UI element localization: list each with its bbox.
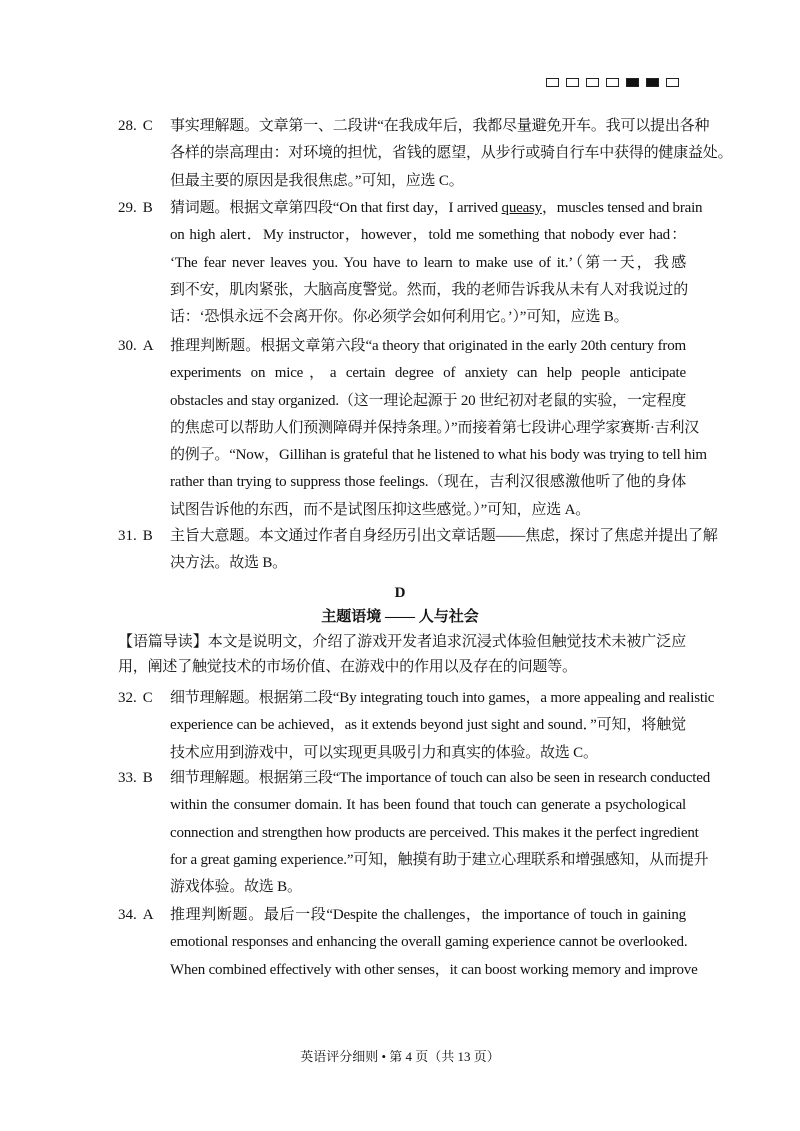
explanation-line: on high alert．My instructor，however，told me something that nobody ever had：	[170, 227, 686, 244]
question-number: 34.	[118, 907, 137, 923]
explanation-line: rather than trying to suppress those feelings.（现在，吉利汉很感激他听了他的身体	[170, 474, 686, 491]
explanation-line: 技术应用到游戏中，可以实现更具吸引力和真实的体验。故选 C。	[170, 744, 598, 761]
explanation-line: 试图告诉他的东西，而不是试图压抑这些感觉。）”可知，应选 A。	[170, 501, 591, 518]
question-header	[118, 688, 153, 708]
explanation-line: for a great gaming experience.”可知，触摸有助于建立心理联系和增强感知，从而提升	[170, 851, 709, 868]
answer-item	[118, 768, 711, 904]
page-mark-box	[546, 78, 559, 87]
answer-item	[118, 198, 703, 334]
question-header	[118, 336, 154, 356]
reading-guide	[118, 632, 686, 682]
answer-letter: C	[142, 690, 153, 706]
explanation-line: 各样的崇高理由：对环境的担忧，省钱的愿望，从步行或骑自行车中获得的健康益处。	[170, 145, 733, 162]
explanation-line: connection and strengthen how products are perceived. This makes it the perfect ingredient	[170, 824, 699, 841]
explanation-line: 细节理解题。根据第二段“By integrating touch into games，a more appealing and realistic	[170, 690, 715, 706]
question-number: 29.	[118, 200, 137, 216]
explanation-line: ‘The fear never leaves you. You have to learn to make use of it.’（第一天，我感	[170, 254, 686, 271]
explanation-line: 事实理解题。文章第一、二段讲“在我成年后，我都尽量避免开车。我可以提出各种	[170, 118, 710, 134]
answer-letter: B	[142, 200, 153, 216]
explanation-line: 主旨大意题。本文通过作者自身经历引出文章话题——焦虑，探讨了焦虑并提出了解	[170, 528, 718, 544]
explanation-line: emotional responses and enhancing the overall gaming experience cannot be overlooked.	[170, 934, 688, 951]
explanation-line: obstacles and stay organized.（这一理论起源于 20 世纪初对老鼠的实验，一定程度	[170, 392, 687, 409]
explanation-line: 推理判断题。最后一段“Despite the challenges，the importance of touch in gaining	[170, 907, 686, 923]
page-footer: 英语评分细则 • 第 4 页（共 13 页）	[300, 1049, 500, 1064]
section-letter: D	[394, 585, 406, 601]
explanation-line: 游戏体验。故选 B。	[170, 879, 302, 896]
explanation-line: within the consumer domain. It has been found that touch can generate a psychological	[170, 797, 686, 814]
question-number: 33.	[118, 770, 137, 786]
question-header	[118, 116, 153, 136]
explanation-line: experience can be achieved，as it extends beyond just sight and sound．”可知，将触觉	[170, 717, 686, 734]
explanation-line: 决方法。故选 B。	[170, 555, 287, 572]
page-mark-box	[646, 78, 659, 87]
page-mark-box	[606, 78, 619, 87]
explanation-line: experiments on mice，a certain degree of anxiety can help people anticipate	[170, 365, 686, 382]
explanation-line: 的例子。“Now，Gillihan is grateful that he listened to what his body was trying to tell him	[170, 447, 707, 464]
answer-letter: B	[142, 528, 153, 544]
explanation-line: 推理判断题。根据文章第六段“a theory that originated in the early 20th century from	[170, 338, 686, 354]
question-number: 30.	[118, 338, 137, 354]
answer-letter: C	[142, 118, 153, 134]
section-theme: 主题语境 —— 人与社会	[321, 609, 479, 625]
question-header	[118, 768, 153, 788]
explanation-line: 话：‘恐惧永远不会离开你。你必须学会如何利用它。’）”可知，应选 B。	[170, 309, 629, 326]
explanation-line: 但最主要的原因是我很焦虑。”可知，应选 C。	[170, 172, 464, 189]
explanation-line: 细节理解题。根据第三段“The importance of touch can also be seen in research conducted	[170, 770, 711, 786]
page-mark-box	[626, 78, 639, 87]
answer-item	[118, 905, 698, 987]
page-mark-box	[586, 78, 599, 87]
answer-item	[118, 526, 718, 581]
answer-letter: B	[142, 770, 153, 786]
guide-line: 【语篇导读】本文是说明文，介绍了游戏开发者追求沉浸式体验但触觉技术未被广泛应	[118, 634, 686, 650]
explanation-line: When combined effectively with other senses，it can boost working memory and improve	[170, 961, 698, 978]
guide-line: 用，阐述了触觉技术的市场价值、在游戏中的作用以及存在的问题等。	[118, 659, 577, 675]
page-marks	[546, 78, 679, 87]
explanation-line: 到不安，肌肉紧张，大脑高度警觉。然而，我的老师告诉我从未有人对我说过的	[170, 281, 689, 298]
answer-item	[118, 688, 715, 770]
question-header	[118, 198, 153, 218]
question-number: 32.	[118, 690, 137, 706]
question-number: 28.	[118, 118, 137, 134]
question-header	[118, 526, 153, 546]
answer-letter: A	[142, 338, 154, 354]
page-mark-box	[666, 78, 679, 87]
question-number: 31.	[118, 528, 137, 544]
answer-item	[118, 336, 707, 527]
answer-item	[118, 116, 733, 198]
explanation-line: 猜词题。根据文章第四段“On that first day，I arrived queasy，muscles tensed and brain	[170, 200, 703, 216]
explanation-line: 的焦虑可以帮助人们预测障碍并保持条理。）”而接着第七段讲心理学家赛斯·吉利汉	[170, 419, 700, 436]
question-header	[118, 905, 154, 925]
page-mark-box	[566, 78, 579, 87]
answer-letter: A	[142, 907, 154, 923]
